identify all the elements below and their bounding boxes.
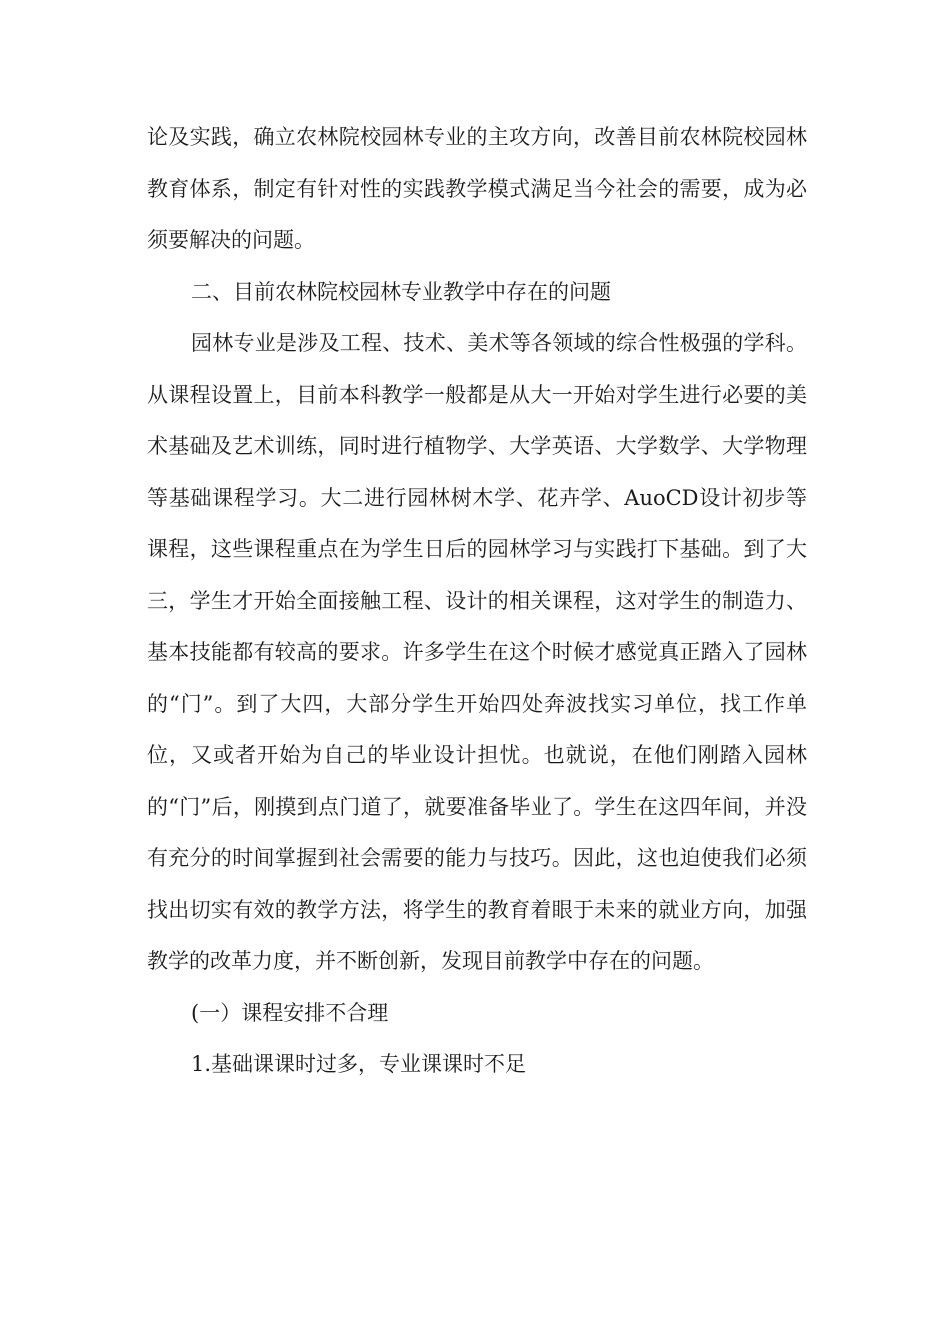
subsubsection-heading: 1.基础课课时过多，专业课课时不足 (191, 1052, 527, 1076)
paragraph-body: 园林专业是涉及工程、技术、美术等各领域的综合性极强的学科。从课程设置上，目前本科教学一般都是从大一开始对学生进行必要的美术基础及艺术训练，同时进行植物学、大学英语、大学数学、大学物理等基础课程学习。大二进行园林树木学、花卉学、AuoCD设计初步等课程，这些课程重点在为学生日后的园林学习与实践打下基础。到了大三，学生才开始全面接触工程、设计的相关课程，这对学生的制造力、基本技能都有较高的要求。许多学生在这个时候才感觉真正踏入了园林的“门”。到了大四，大部分学生开始四处奔波找实习单位，找工作单位，又或者开始为自己的毕业设计担忧。也就说，在他们刚踏入园林的“门”后，刚摸到点门道了，就要准备毕业了。学生在这四年间，并没有充分的时间掌握到社会需要的能力与技巧。因此，这也迫使我们必须找出切实有效的教学方法，将学生的教育着眼于未来的就业方向，加强教学的改革力度，并不断创新，发现目前教学中存在的问题。 (147, 331, 807, 973)
section-heading: 二、目前农林院校园林专业教学中存在的问题 (191, 279, 611, 304)
paragraph-intro-continuation: 论及实践，确立农林院校园林专业的主攻方向，改善目前农林院校园林教育体系，制定有针对性的实践教学模式满足当今社会的需要，成为必须要解决的问题。 (147, 125, 807, 252)
subsection-heading: (一）课程安排不合理 (191, 1000, 389, 1025)
document-body (147, 112, 807, 1091)
